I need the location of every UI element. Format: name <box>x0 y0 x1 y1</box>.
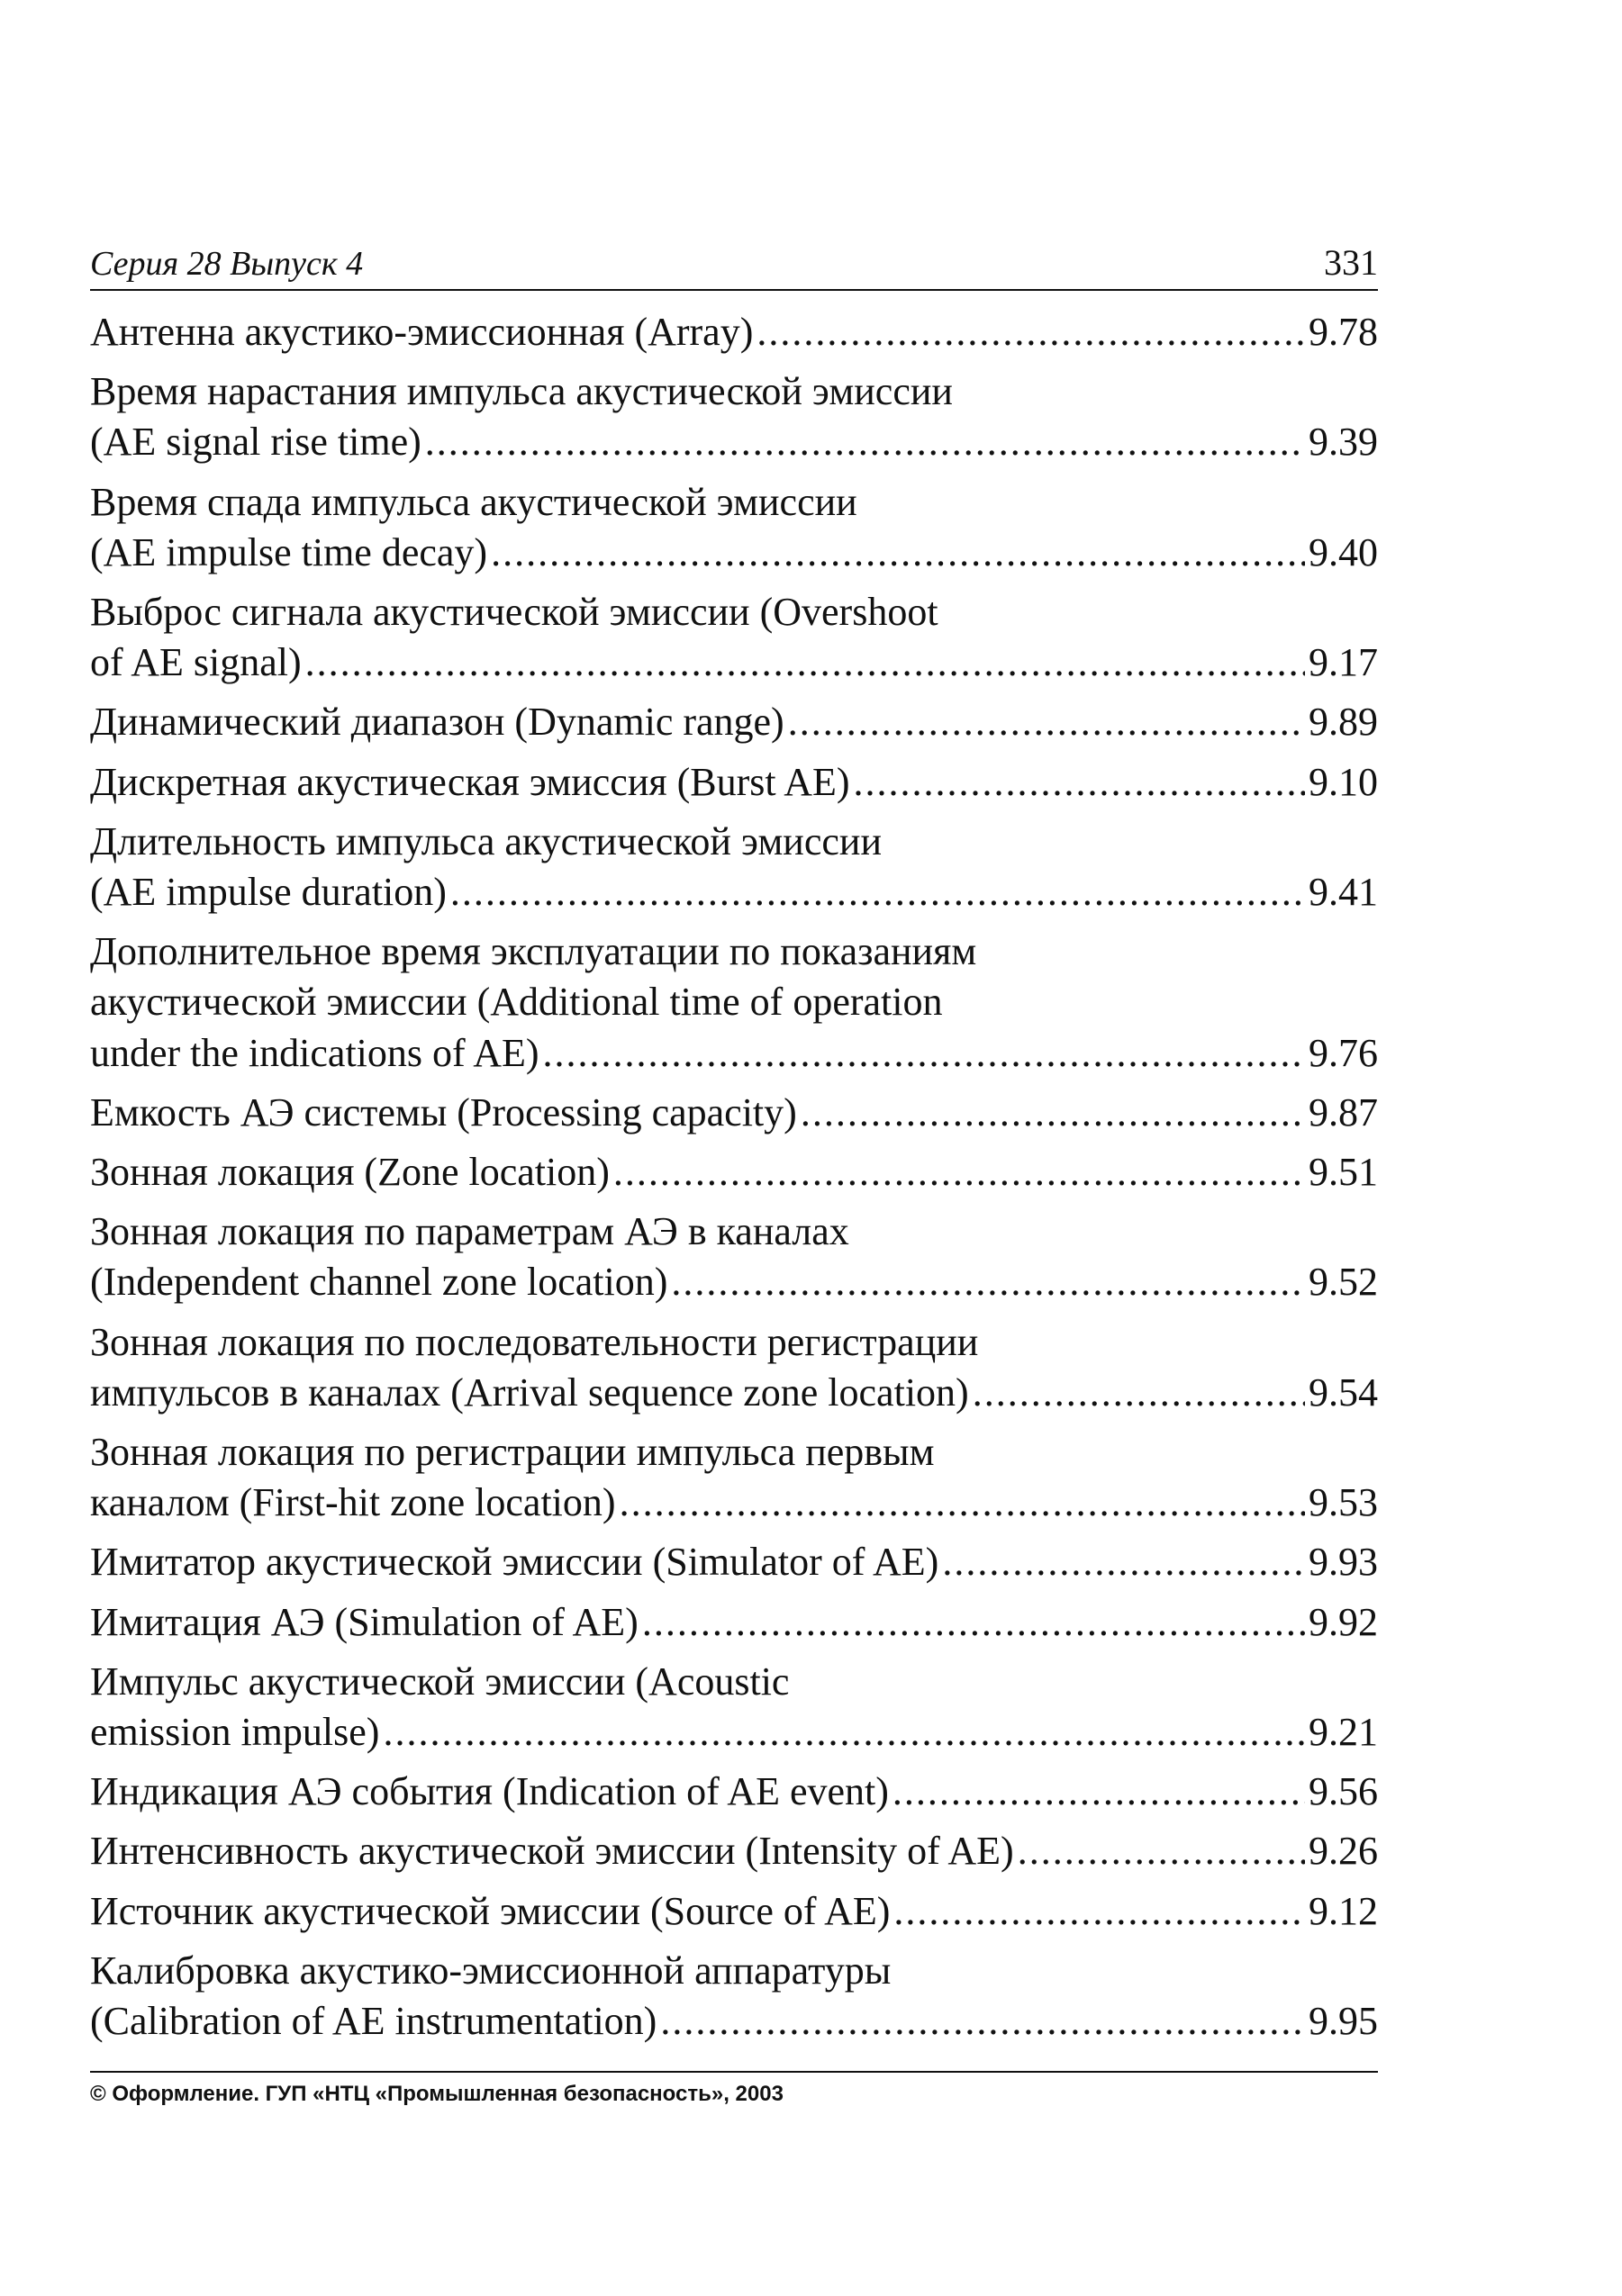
dot-leader <box>305 637 1305 688</box>
entry-reference: 9.87 <box>1309 1089 1378 1134</box>
dot-leader <box>450 867 1305 917</box>
entry-reference: 9.92 <box>1309 1599 1378 1644</box>
dot-leader <box>854 757 1306 808</box>
entry-reference: 9.40 <box>1309 529 1378 574</box>
running-head <box>90 243 1378 291</box>
dot-leader <box>642 1597 1305 1648</box>
dot-leader <box>543 1028 1305 1079</box>
index-entry <box>90 1147 1378 1198</box>
entry-term: каналом (First-hit zone location) <box>90 1480 616 1525</box>
entry-reference: 9.95 <box>1309 1999 1378 2044</box>
entry-term-line: Зонная локация по регистрации импульса первым <box>90 1430 935 1475</box>
entry-reference: 9.78 <box>1309 310 1378 354</box>
index-entry <box>90 307 1378 357</box>
entry-term-line: Длительность импульса акустической эмиссии <box>90 818 882 863</box>
series-title: Серия 28 Выпуск 4 <box>90 245 364 283</box>
dot-leader <box>671 1257 1305 1307</box>
dot-leader <box>942 1537 1305 1587</box>
index-entry <box>90 1886 1378 1937</box>
index-entry <box>90 1767 1378 1817</box>
entry-term-line: акустической эмиссии (Additional time of operation <box>90 980 943 1025</box>
dot-leader <box>620 1478 1305 1528</box>
entry-term: Индикация АЭ события (Indication of AE event) <box>90 1769 889 1814</box>
entry-term: Имитатор акустической эмиссии (Simulator of AE) <box>90 1540 939 1585</box>
entry-term: emission impulse) <box>90 1710 380 1755</box>
entry-term: импульсов в каналах (Arrival sequence zone location) <box>90 1369 969 1415</box>
entry-term-line: Время нарастания импульса акустической эмиссии <box>90 369 953 414</box>
dot-leader <box>425 417 1305 467</box>
index-entry <box>90 697 1378 747</box>
index-entry <box>90 1317 1378 1418</box>
entry-term-line: Выброс сигнала акустической эмиссии (Overshoot <box>90 590 938 635</box>
entry-reference: 9.12 <box>1309 1888 1378 1933</box>
entry-reference: 9.21 <box>1309 1710 1378 1755</box>
entry-term: of AE signal) <box>90 640 302 685</box>
document-page <box>90 243 1378 2056</box>
entry-reference: 9.89 <box>1309 700 1378 745</box>
page-number: 331 <box>1324 242 1378 283</box>
index-entry <box>90 1657 1378 1758</box>
entry-term: (AE signal rise time) <box>90 420 421 465</box>
dot-leader <box>660 1996 1305 2047</box>
copyright-text: © Оформление. ГУП «НТЦ «Промышленная безопасность», 2003 <box>90 2082 784 2106</box>
index-entry <box>90 1088 1378 1138</box>
index-entry <box>90 1946 1378 2047</box>
entry-term-line: Зонная локация по параметрам АЭ в каналах <box>90 1209 849 1254</box>
index-entry <box>90 1597 1378 1648</box>
index-entry <box>90 366 1378 467</box>
entry-reference: 9.54 <box>1309 1369 1378 1415</box>
entry-term: Зонная локация (Zone location) <box>90 1150 610 1195</box>
entry-term-line: Зонная локация по последовательности регистрации <box>90 1319 979 1364</box>
entry-term: under the indications of AE) <box>90 1030 539 1075</box>
entry-term: Емкость АЭ системы (Processing capacity) <box>90 1089 797 1134</box>
entry-reference: 9.51 <box>1309 1150 1378 1195</box>
entry-reference: 9.39 <box>1309 420 1378 465</box>
copyright-footer <box>90 2071 1378 2107</box>
entry-reference: 9.53 <box>1309 1480 1378 1525</box>
entry-reference: 9.52 <box>1309 1260 1378 1305</box>
index-entry <box>90 927 1378 1079</box>
dot-leader <box>973 1368 1305 1418</box>
index-entry <box>90 587 1378 688</box>
entry-term-line: Импульс акустической эмиссии (Acoustic <box>90 1659 790 1704</box>
entry-term: (Calibration of AE instrumentation) <box>90 1999 657 2044</box>
index-entry <box>90 477 1378 578</box>
dot-leader <box>801 1088 1305 1138</box>
index-entry <box>90 817 1378 917</box>
entry-term: Имитация АЭ (Simulation of AE) <box>90 1599 639 1644</box>
entry-reference: 9.41 <box>1309 870 1378 915</box>
entry-reference: 9.26 <box>1309 1829 1378 1874</box>
entry-term-line: Калибровка акустико-эмиссионной аппаратуры <box>90 1948 892 1993</box>
entry-term-line: Дополнительное время эксплуатации по показаниям <box>90 929 977 974</box>
index-entry <box>90 1826 1378 1876</box>
index-entries <box>90 307 1378 2047</box>
index-entry <box>90 757 1378 808</box>
dot-leader <box>788 697 1305 747</box>
entry-reference: 9.76 <box>1309 1030 1378 1075</box>
entry-term: Динамический диапазон (Dynamic range) <box>90 700 784 745</box>
entry-term: (AE impulse duration) <box>90 870 447 915</box>
entry-term: Источник акустической эмиссии (Source of AE) <box>90 1888 891 1933</box>
dot-leader <box>893 1886 1305 1937</box>
entry-term: (Independent channel zone location) <box>90 1260 668 1305</box>
entry-term: (AE impulse time decay) <box>90 529 488 574</box>
dot-leader <box>893 1767 1305 1817</box>
entry-term: Дискретная акустическая эмиссия (Burst AE) <box>90 759 850 804</box>
entry-reference: 9.56 <box>1309 1769 1378 1814</box>
dot-leader <box>757 307 1305 357</box>
dot-leader <box>491 528 1305 578</box>
entry-reference: 9.93 <box>1309 1540 1378 1585</box>
entry-term: Интенсивность акустической эмиссии (Intensity of AE) <box>90 1829 1014 1874</box>
entry-term-line: Время спада импульса акустической эмиссии <box>90 479 857 524</box>
dot-leader <box>383 1707 1305 1758</box>
entry-term: Антенна акустико-эмиссионная (Array) <box>90 310 754 354</box>
entry-reference: 9.10 <box>1309 759 1378 804</box>
dot-leader <box>613 1147 1305 1198</box>
index-entry <box>90 1537 1378 1587</box>
index-entry <box>90 1207 1378 1307</box>
entry-reference: 9.17 <box>1309 640 1378 685</box>
dot-leader <box>1018 1826 1305 1876</box>
index-entry <box>90 1427 1378 1528</box>
